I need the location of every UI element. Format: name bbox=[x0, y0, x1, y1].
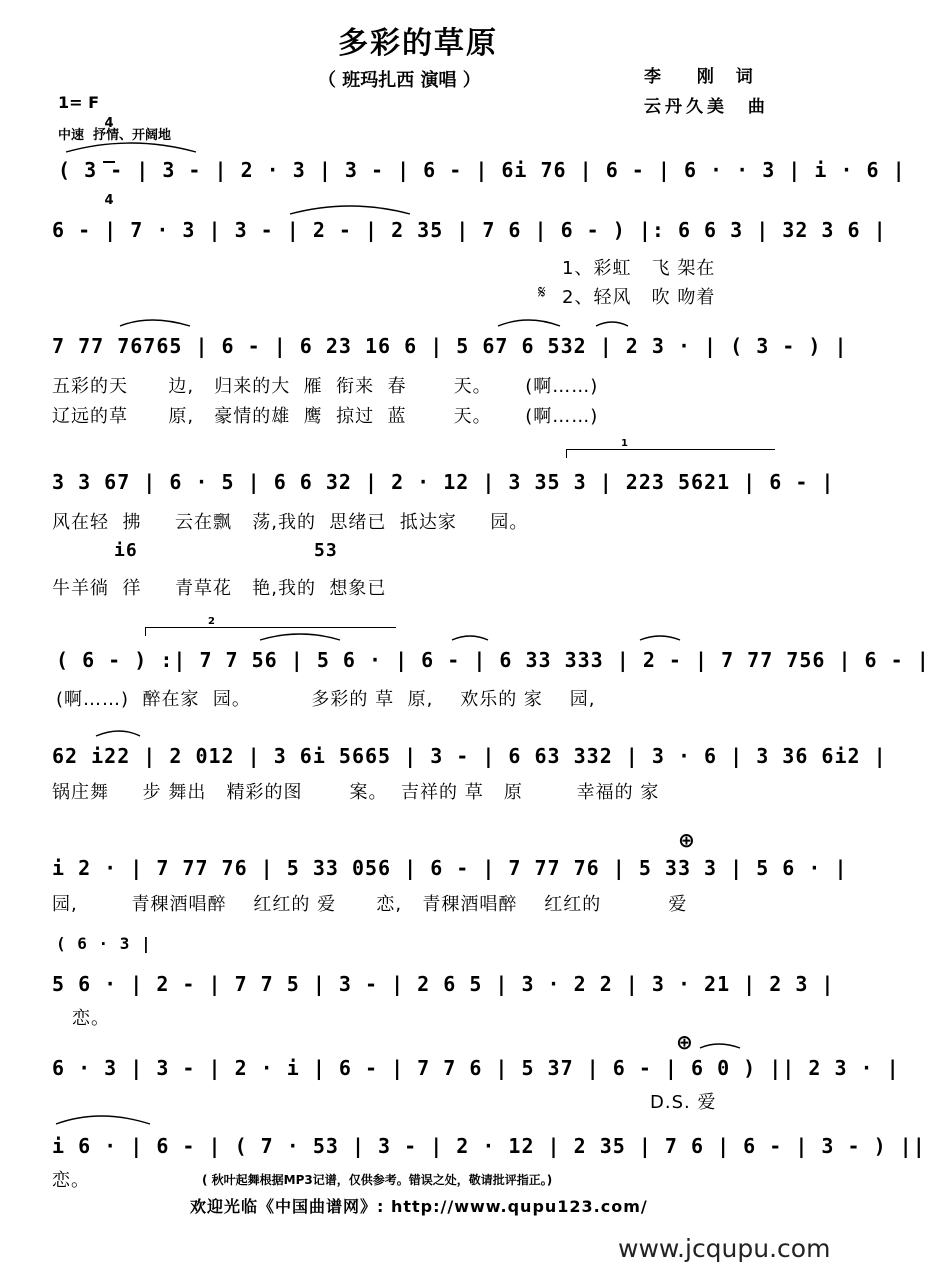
score-row-9-notes: 6 · 3 | 3 - | 2 · i | 6 - | 7 7 6 | 5 37 | 6 - | 6 0 ) || 2 3 · | bbox=[52, 1056, 900, 1080]
coda-sign-2: ⊕ bbox=[676, 1030, 693, 1054]
time-signature-bottom: 4 bbox=[104, 193, 114, 208]
coda-sign-1: ⊕ bbox=[678, 828, 695, 852]
transcription-note: ( 秋叶起舞根据MP3记谱，仅供参考。错误之处，敬请批评指正。) bbox=[202, 1173, 553, 1187]
score-row-10-notes: i 6 · | 6 - | ( 7 · 53 | 3 - | 2 · 12 | 2 35 | 7 6 | 6 - | 3 - ) || bbox=[52, 1134, 926, 1158]
slur-arc bbox=[290, 206, 410, 214]
slur-arc bbox=[96, 731, 140, 736]
score-row-5-notes: ( 6 - ) :| 7 7 56 | 5 6 · | 6 - | 6 33 333 | 2 - | 7 77 756 | 6 - | bbox=[56, 648, 930, 672]
score-row-2-lyric-2: 2、轻风 吹 吻着 bbox=[562, 287, 716, 308]
score-row-1-notes: ( 3 - | 3 - | 2 · 3 | 3 - | 6 - | 6i 76 | 6 - | 6 · · 3 | i · 6 | bbox=[58, 158, 906, 182]
composer-credit: 云丹久美 曲 bbox=[644, 97, 769, 117]
alt-notes-2: 53 bbox=[314, 540, 338, 561]
alt-notes-1: i6 bbox=[114, 540, 138, 561]
score-row-3-lyric-1: 五彩的天 边, 归来的大 雁 衔来 春 天。 (啊……) bbox=[52, 376, 599, 397]
watermark-text: www.jcqupu.com bbox=[618, 1234, 831, 1263]
score-row-7-lyric-1: 园, 青稞酒唱醉 红红的 爱 恋, 青稞酒唱醉 红红的 爱 bbox=[52, 894, 688, 915]
segno-sign: 𝄋 bbox=[538, 282, 546, 303]
score-row-6-lyric-1: 锅庄舞 步 舞出 精彩的图 案。 吉祥的 草 原 幸福的 家 bbox=[52, 782, 660, 803]
score-row-5-lyric-1: (啊……) 醉在家 园。 多彩的 草 原, 欢乐的 家 园, bbox=[56, 689, 596, 710]
score-row-2-lyric-1: 1、彩虹 飞 架在 bbox=[562, 258, 716, 279]
score-row-7-notes: i 2 · | 7 77 76 | 5 33 056 | 6 - | 7 77 76 | 5 33 3 | 5 6 · | bbox=[52, 856, 848, 880]
site-credit: 欢迎光临《中国曲谱网》: http://www.qupu123.com/ bbox=[190, 1197, 648, 1216]
second-ending-bracket: 2 bbox=[145, 627, 396, 636]
score-row-8-pre-notes: ( 6 · 3 | bbox=[56, 934, 152, 953]
slur-arc bbox=[66, 143, 196, 152]
slur-arc bbox=[120, 320, 190, 326]
slur-arc bbox=[498, 320, 560, 326]
score-row-8-notes: 5 6 · | 2 - | 7 7 5 | 3 - | 2 6 5 | 3 · 2 2 | 3 · 21 | 2 3 | bbox=[52, 972, 835, 996]
slur-arc bbox=[56, 1116, 150, 1124]
slur-arc bbox=[700, 1044, 740, 1048]
score-row-9-lyric-1: D.S. 爱 bbox=[650, 1092, 717, 1113]
slur-arc bbox=[452, 636, 488, 640]
performer-subtitle: （ 班玛扎西 演唱 ） bbox=[318, 70, 481, 91]
score-row-8-lyric-1: 恋。 bbox=[72, 1008, 110, 1029]
lyricist-credit: 李 刚 词 bbox=[644, 67, 761, 87]
slur-arc bbox=[260, 634, 340, 640]
score-row-3-lyric-2: 辽远的草 原, 豪情的雄 鹰 掠过 蓝 天。 (啊……) bbox=[52, 406, 599, 427]
key-signature: 1= F bbox=[58, 93, 100, 112]
score-row-4-notes: 3 3 67 | 6 · 5 | 6 6 32 | 2 · 12 | 3 35 3 | 223 5621 | 6 - | bbox=[52, 470, 835, 494]
score-row-10-lyric-1: 恋。 bbox=[52, 1170, 90, 1191]
first-ending-bracket: 1 bbox=[566, 449, 775, 458]
score-row-3-notes: 7 77 76765 | 6 - | 6 23 16 6 | 5 67 6 532 | 2 3 · | ( 3 - ) | bbox=[52, 334, 848, 358]
slur-arc bbox=[596, 322, 628, 326]
slur-arc bbox=[640, 636, 680, 640]
time-signature-top: 4 bbox=[104, 116, 114, 131]
score-row-4-lyric-1: 风在轻 拂 云在飘 荡,我的 思绪已 抵达家 园。 bbox=[52, 512, 529, 533]
tempo-marking: 中速 抒情、开阔地 bbox=[58, 128, 172, 143]
song-title: 多彩的草原 bbox=[338, 26, 498, 61]
score-row-4-lyric-2: 牛羊徜 徉 青草花 艳,我的 想象已 bbox=[52, 578, 387, 599]
score-row-6-notes: 62 i22 | 2 012 | 3 6i 5665 | 3 - | 6 63 332 | 3 · 6 | 3 36 6i2 | bbox=[52, 744, 887, 768]
score-row-2-notes: 6 - | 7 · 3 | 3 - | 2 - | 2 35 | 7 6 | 6 - ) |: 6 6 3 | 32 3 6 | bbox=[52, 218, 887, 242]
